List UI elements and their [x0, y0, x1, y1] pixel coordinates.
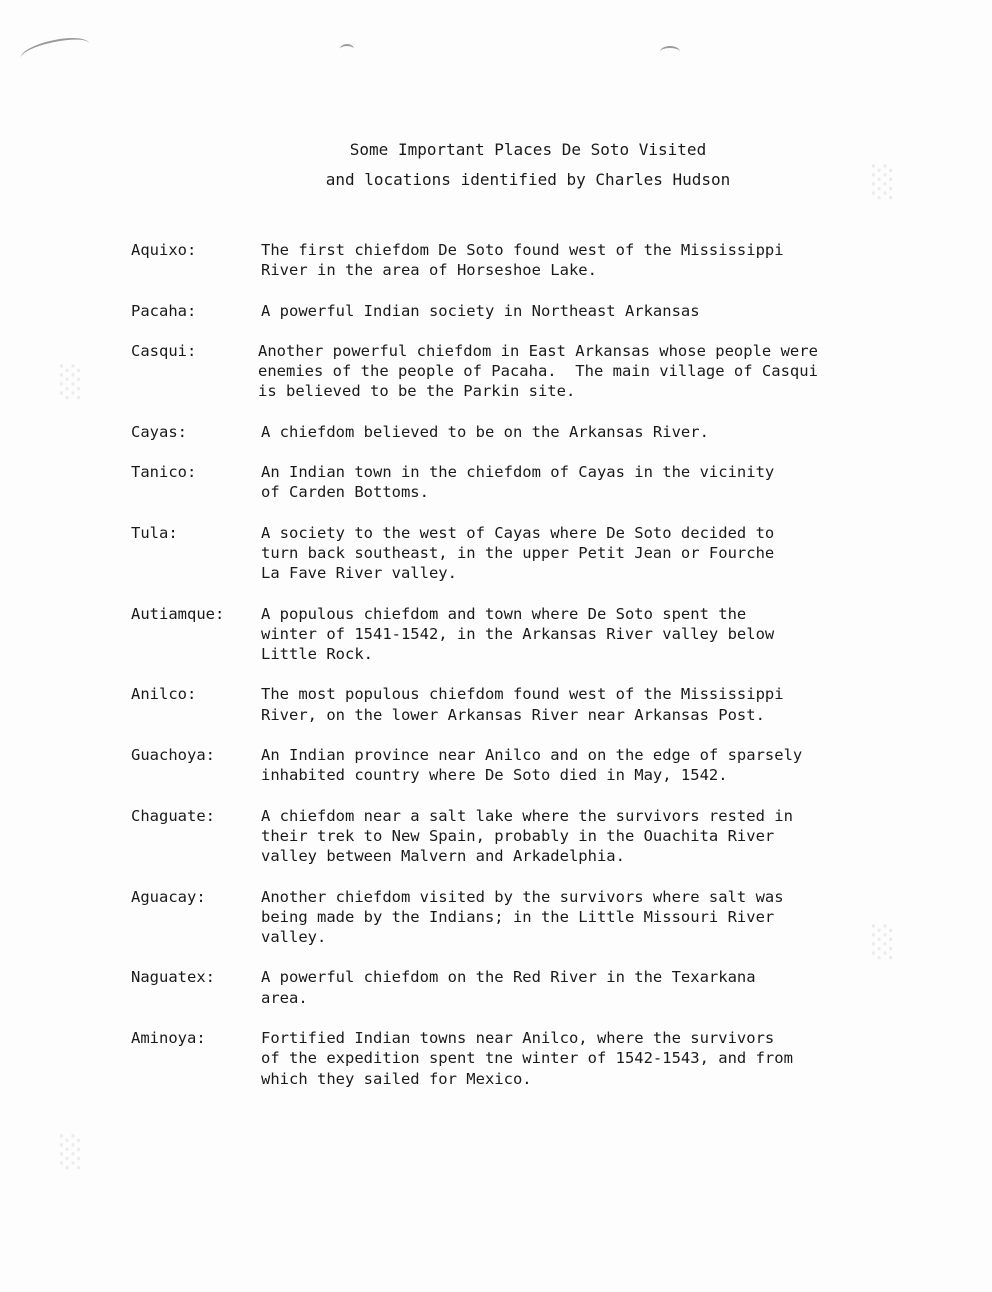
place-name: Chaguate: — [131, 806, 215, 825]
place-name: Tanico: — [131, 463, 197, 482]
place-description: A society to the west of Cayas where De Soto decided to turn back southeast, in the upper Petit Jean or Fourche La Fave River valley. — [261, 523, 775, 583]
list-item-casqui — [131, 341, 891, 402]
place-description: A powerful Indian society in Northeast Arkansas — [261, 301, 700, 320]
list-item-naguatex — [131, 967, 891, 1008]
place-description: Fortified Indian towns near Anilco, where the survivors of the expedition spent tne winter of 1542-1543, and from which they sailed for Mexico. — [261, 1029, 793, 1088]
list-item-cayas — [131, 422, 891, 442]
place-description: A chiefdom believed to be on the Arkansas River. — [261, 422, 709, 441]
place-description: An Indian province near Anilco and on the edge of sparsely inhabited country where De Soto died in May, 1542. — [261, 746, 803, 785]
list-item-aminoya — [131, 1028, 891, 1089]
place-name: Aminoya: — [131, 1029, 206, 1048]
list-item-pacaha — [131, 301, 891, 321]
watermark-right-top: ░ — [872, 165, 896, 200]
list-item-tanico — [131, 462, 891, 503]
pen-mark — [660, 46, 680, 58]
list-item-chaguate — [131, 806, 891, 867]
list-item-autiamque — [131, 604, 891, 665]
watermark-left-middle: ░ — [60, 365, 84, 400]
place-name: Anilco: — [131, 685, 197, 704]
place-description: An Indian town in the chiefdom of Cayas in the vicinity of Carden Bottoms. — [261, 463, 775, 502]
place-name: Pacaha: — [131, 301, 197, 320]
places-list — [131, 240, 891, 1109]
watermark-left-bottom: ░ — [60, 1135, 84, 1170]
place-description: A chiefdom near a salt lake where the survivors rested in their trek to New Spain, probably in the Ouachita River valley between Malvern and Arkadelphia. — [261, 806, 793, 866]
place-description: Another chiefdom visited by the survivors where salt was being made by the Indians; in the Little Missouri River valley. — [261, 887, 784, 947]
list-item-guachoya — [131, 745, 891, 786]
place-description: Another powerful chiefdom in East Arkansas whose people were enemies of the people of Pacaha. The main village of Casqui is believed to be the Parkin site. — [258, 341, 818, 401]
watermark-right-bottom: ░ — [872, 925, 896, 960]
place-name: Casqui: — [131, 341, 197, 360]
list-item-tula — [131, 523, 891, 584]
place-description: A powerful chiefdom on the Red River in the Texarkana area. — [261, 968, 756, 1007]
pen-mark — [340, 44, 354, 54]
list-item-aguacay — [131, 887, 891, 948]
place-name: Cayas: — [131, 422, 187, 441]
place-name: Guachoya: — [131, 746, 215, 765]
place-description: The most populous chiefdom found west of the Mississippi River, on the lower Arkansas River near Arkansas Post. — [261, 685, 784, 724]
list-item-aquixo — [131, 240, 891, 281]
place-name: Autiamque: — [131, 604, 225, 623]
place-name: Aguacay: — [131, 887, 206, 906]
place-name: Naguatex: — [131, 968, 215, 987]
list-item-anilco — [131, 684, 891, 725]
place-name: Tula: — [131, 523, 178, 542]
document-title: Some Important Places De Soto Visited — [349, 140, 707, 159]
place-description: The first chiefdom De Soto found west of the Mississippi River in the area of Horseshoe Lake. — [261, 241, 784, 280]
place-description: A populous chiefdom and town where De Soto spent the winter of 1541-1542, in the Arkansas River valley below Little Rock. — [261, 604, 775, 664]
pen-mark — [18, 33, 91, 69]
document-subtitle: and locations identified by Charles Hudson — [325, 170, 731, 189]
place-name: Aquixo: — [131, 241, 197, 259]
